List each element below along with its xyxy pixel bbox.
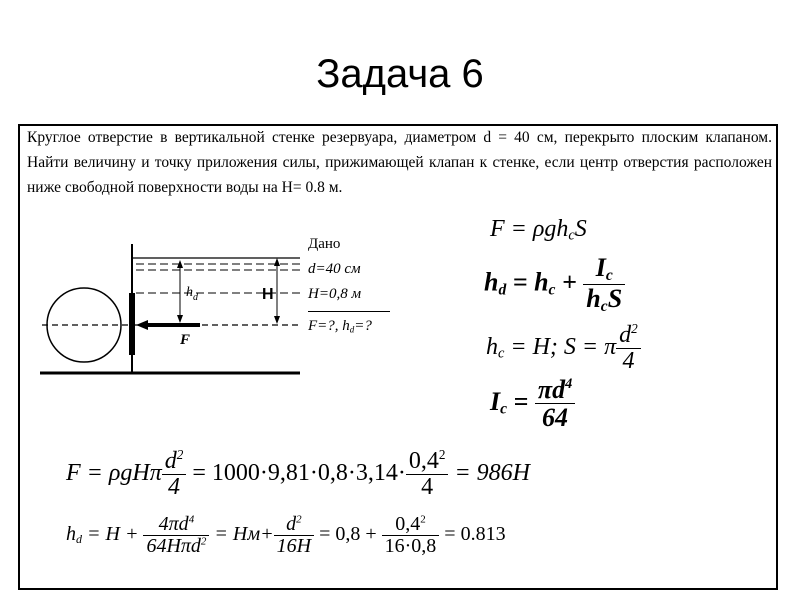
formula-hc-area: $h_c = H$; S = π $\frac{d^2}{4}$ [486, 322, 641, 375]
force-arrowhead [136, 320, 148, 330]
H-arrow-bottom [274, 316, 280, 324]
given-heading: Дано [308, 236, 341, 252]
H-label: H [262, 286, 274, 303]
hd-label: $h_d$ [186, 285, 198, 303]
hd-calc-fraction-3: $\frac{0,4^2}{16\cdot 0,8}$ [382, 514, 440, 557]
given-d: d=40 см [308, 261, 361, 277]
formula-force-basic: F = ρgh$_c$S [490, 216, 587, 244]
problem-statement: Круглое отверстие в вертикальной стенке резервуара, диаметром d = 40 см, перекрыто плоским клапаном. Найти величину и точку приложения силы, прижимающей клапан к стенке, если центр отверстия расположен ниже свободной поверхности воды на H= 0.8 м. [27, 129, 772, 196]
force-fraction-2: $\frac{0,4^2}{4}$ [406, 448, 449, 501]
hd-fraction: $\frac{I_c}{h_cS}$ [583, 254, 625, 316]
given-H: H=0,8 м [308, 286, 362, 302]
hd-calc-fraction-1: $\frac{4\pi d^4}{64H\pi d^2}$ [143, 514, 209, 557]
H-arrow-top [274, 258, 280, 266]
formula-force-calc: F = ρgHπ $\frac{d^2}{4}$ = 1000·9,81·0,8·3,14· $\frac{0,4^2}{4}$ = 986H [66, 447, 530, 501]
given-block [308, 232, 390, 342]
given-separator [308, 311, 390, 312]
formula-hd-calc: $h_d = H$ + $\frac{4\pi d^4}{64H\pi d^2}$ = Hм+ $\frac{d^2}{16H}$ = 0,8 + $\frac{0,4^2}{16\cdot 0,8}$ = 0.813 [66, 513, 506, 557]
force-fraction-1: $\frac{d^2}{4}$ [162, 448, 187, 501]
formula-inertia: $I_c$ = $\frac{\pi d^4}{64}$ [490, 376, 575, 432]
inertia-fraction: $\frac{\pi d^4}{64}$ [535, 376, 575, 432]
area-fraction: $\frac{d^2}{4}$ [616, 322, 641, 375]
hd-calc-fraction-2: $\frac{d^2}{16H}$ [274, 514, 314, 557]
formula-hd: $h_d = h_c$ + $\frac{I_c}{h_cS}$ [484, 254, 625, 316]
given-find: F=?, $h_d=$? [308, 318, 372, 335]
hd-arrow-bottom [177, 315, 183, 323]
slide-title: Задача 6 [316, 52, 484, 96]
F-label: F [180, 332, 191, 348]
